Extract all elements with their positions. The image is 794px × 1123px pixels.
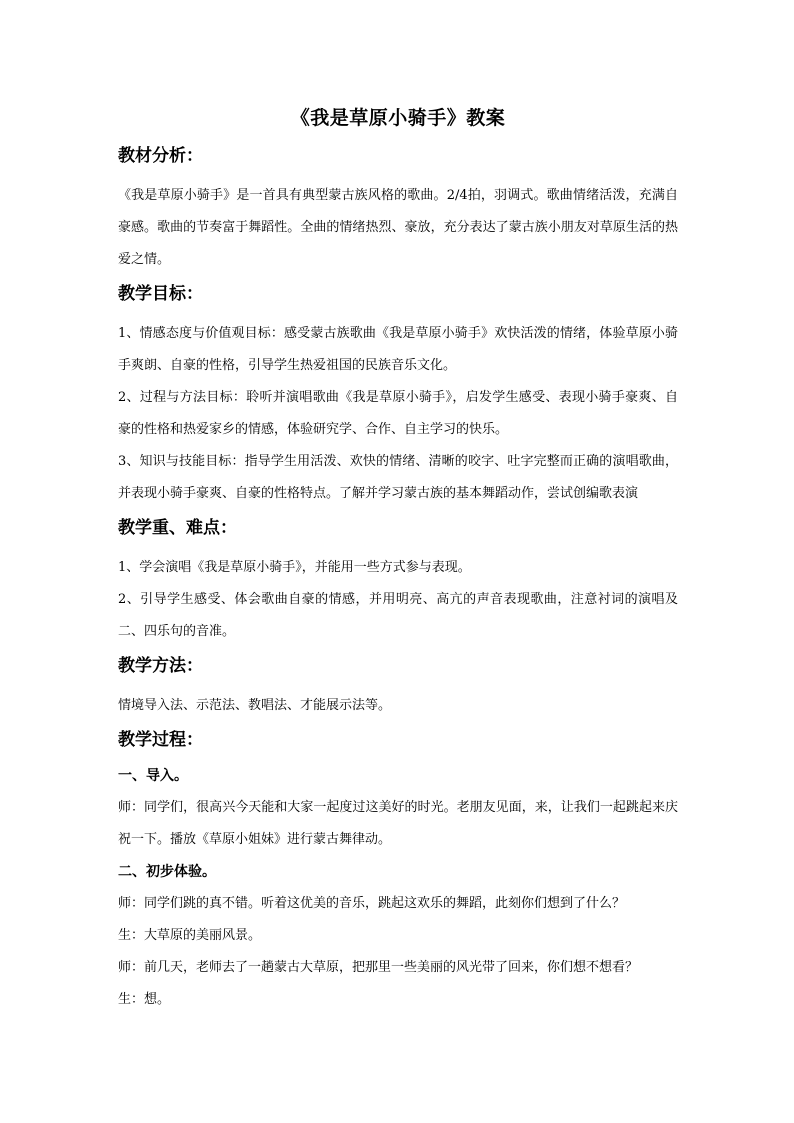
- key-point-item-2: 2、引导学生感受、体会歌曲自豪的情感，并用明亮、高亢的声音表现歌曲，注意衬词的演唱及二、四乐句的音准。: [118, 592, 678, 639]
- analysis-paragraph: 《我是草原小骑手》是一首具有典型蒙古族风格的歌曲。2/4拍，羽调式。歌曲情绪活泼，充满自豪感。歌曲的节奏富于舞蹈性。全曲的情绪热烈、豪放，充分表达了蒙古族小朋友对草原生活的热爱之情。: [118, 188, 678, 267]
- section-heading-analysis: 教材分析：: [118, 146, 203, 166]
- section-heading-key-points: 教学重、难点：: [118, 518, 237, 538]
- dialogue-line-2: 生：大草原的美丽风景。: [118, 928, 262, 943]
- document-title: 《我是草原小骑手》教案: [290, 107, 506, 129]
- process-part2-heading: 二、初步体验。: [118, 864, 216, 880]
- goal-item-1: 1、情感态度与价值观目标：感受蒙古族歌曲《我是草原小骑手》欢快活泼的情绪，体验草原小骑手爽朗、自豪的性格，引导学生热爱祖国的民族音乐文化。: [118, 326, 678, 373]
- dialogue-line-1: 师：同学们跳的真不错。听着这优美的音乐，跳起这欢乐的舞蹈，此刻你们想到了什么？: [118, 896, 626, 911]
- section-heading-process: 教学过程：: [118, 730, 203, 750]
- dialogue-line-4: 生：想。: [118, 992, 171, 1007]
- section-heading-methods: 教学方法：: [118, 656, 203, 676]
- section-heading-goals: 教学目标：: [118, 284, 203, 304]
- document-content: [118, 104, 678, 1016]
- methods-paragraph: 情境导入法、示范法、教唱法、才能展示法等。: [118, 698, 392, 713]
- dialogue-line-3: 师：前几天，老师去了一趟蒙古大草原，把那里一些美丽的风光带了回来，你们想不想看？: [118, 960, 639, 975]
- key-point-item-1: 1、学会演唱《我是草原小骑手》，并能用一些方式参与表现。: [118, 560, 471, 575]
- process-part1-paragraph: 师：同学们，很高兴今天能和大家一起度过这美好的时光。老朋友见面，来，让我们一起跳起来庆祝一下。播放《草原小姐妹》进行蒙古舞律动。: [118, 800, 678, 847]
- goal-item-2: 2、过程与方法目标：聆听并演唱歌曲《我是草原小骑手》，启发学生感受、表现小骑手豪爽、自豪的性格和热爱家乡的情感，体验研究学、合作、自主学习的快乐。: [118, 390, 678, 437]
- process-part1-heading: 一、导入。: [118, 768, 188, 784]
- goal-item-3: 3、知识与技能目标：指导学生用活泼、欢快的情绪、清晰的咬字、吐字完整而正确的演唱歌曲，并表现小骑手豪爽、自豪的性格特点。了解并学习蒙古族的基本舞蹈动作，尝试创编歌表演: [118, 454, 678, 501]
